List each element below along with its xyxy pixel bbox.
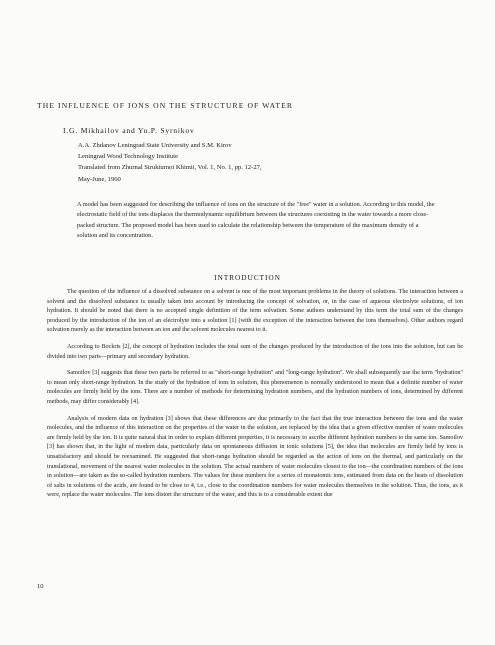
affiliation-block — [78, 140, 262, 185]
abstract: A model has been suggested for describing the influence of ions on the structure of the "free" water in a solution. According to this model, the electrostatic field of the ions displaces the thermodynamic equilibrium between the structures coexisting in the water towards a more close-packed structure. The proposed model has been used to calculate the relationship between the temperature of the maximum density of a solution and its concentration. — [77, 201, 435, 240]
publication-date: May-June, 1960 — [78, 175, 121, 183]
body-paragraph: Analysis of modern data on hydration [3] shows that these differences are due primarily to the fact that the true interaction between the ions and the water molecules, and the influence of this interaction on the properties of the water in the solution, are replaced by the idea that a given effective number of water molecules are firmly held by the ion. It is quite natural that in order to explain different properties, it is necessary to ascribe different hydration numbers to the same ion. Samoilov [3] has shown that, in the light of modern data, particularly data on spontaneous diffusion in ionic solutions [5], the idea that molecules are firmly held by ions is unsatisfactory and should be reexamined. He suggested that short-range hydration should be regarded as the action of ions on the thermal, and particularly on the translational, movement of the nearest water molecules in the solution. The actual numbers of water molecules closest to the ion—the coordination numbers of the ions in solution—are taken as the so-called hydration numbers. The values for these numbers for a series of monatomic ions, estimated from data on the heats of dissolution of salts in solutions of the acids, are found to be close to 4, i.e., close to the coordination numbers for water molecules themselves in the solution. Thus, the ions, as it were, replace the water molecules. The ions distort the structure of the water, and this is to a considerable extent due — [47, 415, 463, 499]
paper-title: THE INFLUENCE OF IONS ON THE STRUCTURE OF WATER — [37, 101, 294, 110]
author-line: I.G. Mikhailov and Yu.P. Syrnikov — [63, 126, 195, 135]
body-text — [47, 288, 463, 501]
body-paragraph: According to Bockris [2], the concept of hydration includes the total sum of the changes produced by the introduction of the ions into the solution, but can be divided into two parts—primary and secondary hydration. — [47, 343, 463, 360]
page-number: 10 — [37, 583, 44, 590]
translation-note: Translated from Zhurnal Strukturnoi Khimii, Vol. 1, No. 1, pp. 12-27, — [78, 164, 262, 172]
section-heading-introduction: INTRODUCTION — [214, 273, 281, 282]
body-paragraph: The question of the influence of a dissolved substance on a solvent is one of the most important problems in the theory of solutions. The interaction between a solvent and the dissolved substance is usually taken into account by introducing the concept of solvation, or, in the case of aqueous electrolyte solutions, of ion hydration. It should be noted that there is no accepted single definition of the term solvation. Some authors understand by this term the total sum of the changes produced by the introduction of the ion of an electrolyte into a solution [1] (with the exception of the interaction between the ions themselves). Other authors regard solvation merely as the interaction between an ion and the solvent molecules nearest to it. — [47, 289, 463, 334]
body-paragraph: Samoilov [3] suggests that these two parts be referred to as "short-range hydration" and "long-range hydration". We shall subsequently use the term "hydration" to mean only short-range hydration. In the study of the hydration of ions in solution, this phenomenon is normally understood to mean that a definite number of water molecules are firmly held by the ions. There are a number of methods for determining hydration numbers, and the hydration numbers of ions, determined by different methods, may differ considerably [4]. — [47, 370, 463, 405]
affiliation-line: A.A. Zhdanov Leningrad State University and S.M. Kirov — [78, 142, 232, 149]
affiliation-line: Leningrad Wood Technology Institute — [78, 153, 179, 161]
